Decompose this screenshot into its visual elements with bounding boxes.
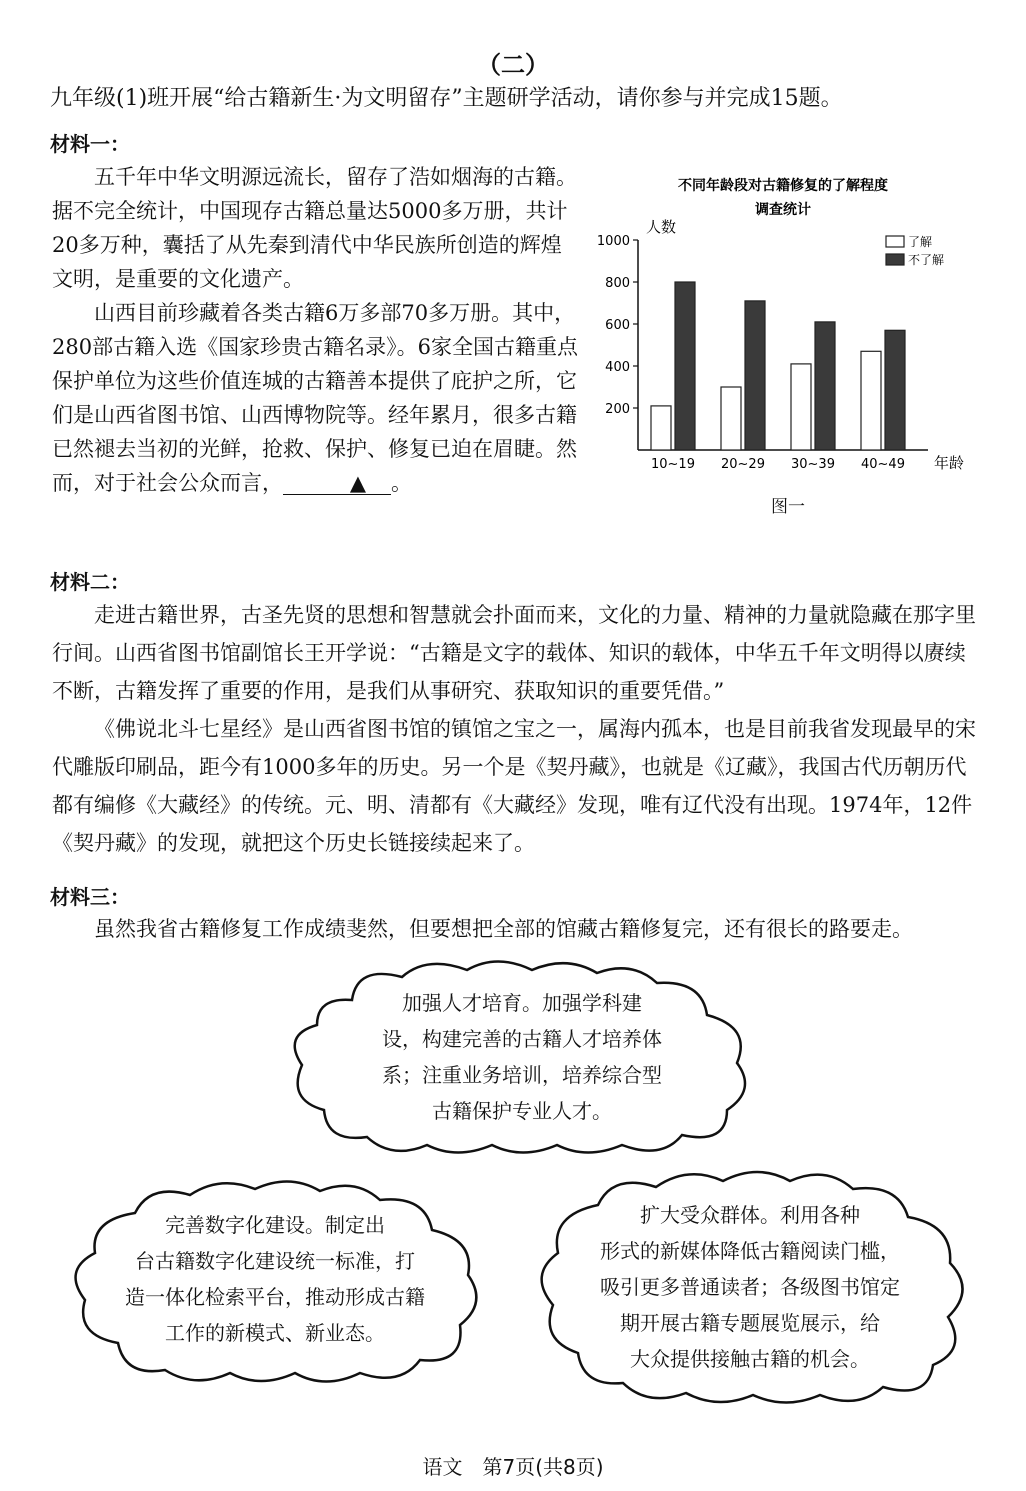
material3-para1: 虽然我省古籍修复工作成绩斐然，但要想把全部的馆藏古籍修复完，还有很长的路要走。 xyxy=(94,917,913,941)
material1-para2 xyxy=(52,296,582,500)
cloud-talent-text xyxy=(322,985,722,1129)
page-footer: 语文 第7页(共8页) xyxy=(422,1455,604,1479)
chart-y-tick-label: 400 xyxy=(605,360,630,375)
chart-xlabel: 年龄 xyxy=(934,454,965,472)
material2-body xyxy=(52,596,977,862)
legend-label-understand: 了解 xyxy=(908,235,933,249)
cloud-digital-line: 完善数字化建设。制定出 xyxy=(165,1213,385,1237)
material2-para1: 走进古籍世界，古圣先贤的思想和智慧就会扑面而来，文化的力量、精神的力量就隐藏在那字里行间。山西省图书馆副馆长王开学说：“古籍是文字的载体、知识的载体，中华五千年文明得以赓续不断，古籍发挥了重要的作用，是我们从事研究、获取知识的重要凭借。” xyxy=(52,603,976,703)
chart-y-tick-label: 200 xyxy=(605,402,630,417)
cloud-talent-line: 加强人才培育。加强学科建 xyxy=(402,991,642,1015)
chart-bar-understand xyxy=(791,364,811,450)
legend-swatch-not-understand xyxy=(886,254,904,265)
material3-heading: 材料三： xyxy=(50,885,130,909)
intro-text: 九年级(1)班开展“给古籍新生·为文明留存”主题研学活动，请你参与并完成15题。 xyxy=(50,86,843,111)
chart-bar-not-understand xyxy=(815,322,835,450)
chart-legend xyxy=(886,235,944,267)
material1-body xyxy=(52,160,582,500)
material1-heading: 材料一： xyxy=(50,132,130,156)
cloud-talent-line: 古籍保护专业人才。 xyxy=(432,1099,612,1123)
chart-x-tick-label: 40~49 xyxy=(861,457,905,472)
legend-swatch-understand xyxy=(886,236,904,247)
chart-title-line2: 调查统计 xyxy=(755,202,811,218)
chart-bar-understand xyxy=(861,351,881,450)
bar-chart-svg xyxy=(588,170,988,490)
cloud-audience-line: 扩大受众群体。利用各种 xyxy=(640,1203,860,1227)
cloud-talent-line: 系；注重业务培训，培养综合型 xyxy=(382,1063,662,1087)
section-title: （二） xyxy=(477,51,549,79)
material1-para1: 五千年中华文明源远流长，留存了浩如烟海的古籍。据不完全统计，中国现存古籍总量达5000多万册，共计20多万种，囊括了从先秦到清代中华民族所创造的辉煌文明，是重要的文化遗产。 xyxy=(52,165,577,291)
chart-bar-not-understand xyxy=(745,301,765,450)
cloud-digital-line: 造一体化检索平台，推动形成古籍 xyxy=(125,1285,425,1309)
survey-chart xyxy=(588,170,988,550)
chart-bar-not-understand xyxy=(675,282,695,450)
cloud-audience-line: 吸引更多普通读者；各级图书馆定 xyxy=(600,1275,900,1299)
cloud-digital-line: 台古籍数字化建设统一标准，打 xyxy=(135,1249,415,1273)
chart-y-tick-label: 1000 xyxy=(596,234,630,249)
answer-blank: ▲ xyxy=(283,472,391,495)
chart-bar-not-understand xyxy=(885,330,905,450)
cloud-talent xyxy=(282,955,762,1160)
cloud-audience-line: 形式的新媒体降低古籍阅读门槛， xyxy=(600,1239,900,1263)
cloud-digital-line: 工作的新模式、新业态。 xyxy=(165,1321,385,1345)
cloud-audience xyxy=(528,1165,978,1410)
cloud-talent-line: 设，构建完善的古籍人才培养体 xyxy=(382,1027,662,1051)
cloud-audience-line: 期开展古籍专题展览展示，给 xyxy=(620,1311,880,1335)
chart-x-tick-label: 20~29 xyxy=(721,457,765,472)
chart-ylabel: 人数 xyxy=(646,218,677,236)
material1-para2-end: 。 xyxy=(391,471,412,495)
chart-y-tick-label: 800 xyxy=(605,276,630,291)
material3-body xyxy=(52,910,977,948)
material2-heading: 材料二： xyxy=(50,570,130,594)
chart-x-tick-label: 30~39 xyxy=(791,457,835,472)
chart-y-tick-label: 600 xyxy=(605,318,630,333)
chart-bar-understand xyxy=(721,387,741,450)
chart-title-line1: 不同年龄段对古籍修复的了解程度 xyxy=(678,178,888,194)
cloud-audience-text xyxy=(550,1197,950,1377)
chart-x-tick-label: 10~19 xyxy=(651,457,695,472)
chart-caption: 图一 xyxy=(771,497,805,517)
legend-label-not-understand: 不了解 xyxy=(908,253,945,267)
material1-para2-text: 山西目前珍藏着各类古籍6万多部70多万册。其中，280部古籍入选《国家珍贵古籍名录》。6家全国古籍重点保护单位为这些价值连城的古籍善本提供了庇护之所，它们是山西省图书馆、山西博物院等。经年累月，很多古籍已然褪去当初的光鲜，抢救、保护、修复已迫在眉睫。然而，对于社会公众而言， xyxy=(52,301,578,495)
cloud-digital-text xyxy=(75,1207,475,1351)
material2-para2: 《佛说北斗七星经》是山西省图书馆的镇馆之宝之一，属海内孤本，也是目前我省发现最早的宋代雕版印刷品，距今有1000多年的历史。另一个是《契丹藏》，也就是《辽藏》，我国古代历朝历代都有编修《大藏经》的传统。元、明、清都有《大藏经》发现，唯有辽代没有出现。1974年，12件《契丹藏》的发现，就把这个历史长链接续起来了。 xyxy=(52,717,976,855)
chart-bar-understand xyxy=(651,406,671,450)
cloud-audience-line: 大众提供接触古籍的机会。 xyxy=(630,1347,870,1371)
cloud-digital xyxy=(60,1175,490,1390)
